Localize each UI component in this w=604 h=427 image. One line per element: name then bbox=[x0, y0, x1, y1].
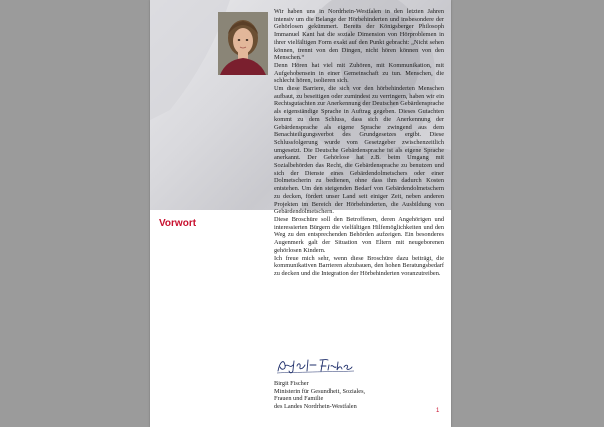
section-heading: Vorwort bbox=[159, 218, 197, 229]
signoff-title: des Landes Nordrhein-Westfalen bbox=[274, 403, 357, 411]
signoff-title: Frauen und Familie bbox=[274, 395, 324, 403]
signature bbox=[276, 357, 356, 375]
body-text bbox=[274, 8, 444, 278]
signoff-name: Birgit Fischer bbox=[274, 380, 309, 387]
document-page bbox=[150, 0, 451, 427]
paragraph: Diese Broschüre soll den Betroffenen, deren Angehörigen und interessierten Bürgern die vielfältigen Hilfemöglichkeiten und den Weg zu den entsprechenden Behörden aufzeigen. Ein besonderes Augenmerk galt der Situation von Eltern mit neugeborenen gehörlosen Kindern. bbox=[274, 215, 444, 254]
signoff-title: Ministerin für Gesundheit, Soziales, bbox=[274, 387, 366, 395]
signoff bbox=[274, 380, 434, 411]
paragraph: Ich freue mich sehr, wenn diese Broschüre dazu beiträgt, die kommunikativen Barrieren abzubauen, den hohen Beratungsbedarf zu decken und die Integration der Hörbehinderten voranzutreiben. bbox=[274, 254, 444, 277]
paragraph: Um diese Barriere, die sich vor den hörbehinderten Menschen aufbaut, zu beseitigen oder zumindest zu verringern, haben wir ein Rechtsgutachten zur Anerkennung der Deutschen Gebärdensprache als eigenständige Sprache in Auftrag gegeben. Dieses Gutachten kommt zu dem Schluss, dass sich die Anerkennung der Gebärdensprache als eigene Sprache zwingend aus dem Benachteiligungsverbot des Grundgesetzes ergibt. Diese Schlussfolgerung wurde vom Gesetzgeber zwischenzeitlich umgesetzt. Die Deutsche Gebärdensprache ist als eigene Sprache anerkannt. Der Gehörlose hat z.B. beim Umgang mit Sozialbehörden das Recht, die Gebärdensprache zu benutzen und sich der Dienste eines Gebärdendolmetschers oder einer Dolmetscherin zu bedienen, ohne dass ihm dadurch Kosten entstehen. Um den steigenden Bedarf von Gebärdendolmetschern zu decken, fördert unser Land seit einiger Zeit, neben anderen Projekten im Bereich der Hörbehinderten, die Ausbildung von Gebärdendolmetschern. bbox=[274, 85, 444, 216]
paragraph: Wir haben uns in Nordrhein-Westfalen in den letzten Jahren intensiv um die Belange der Hörbehinderten und insbesondere der Gehörlosen gekümmert. Bereits der Königsberger Philosoph Immanuel Kant hat die soziale Dimension von Hörproblemen in ihrer vielfältigen Form exakt auf den Punkt gebracht: „Nicht sehen können, trennt von den Dingen, nicht hören können von den Menschen.“ bbox=[274, 8, 444, 62]
paragraph: Denn Hören hat viel mit Zuhören, mit Kommunikation, mit Aufgehobensein in einer Gemeinschaft zu tun. Menschen, die schlecht hören, isolieren sich. bbox=[274, 61, 444, 85]
page-number: 1 bbox=[436, 408, 440, 414]
portrait-photo bbox=[218, 12, 268, 75]
